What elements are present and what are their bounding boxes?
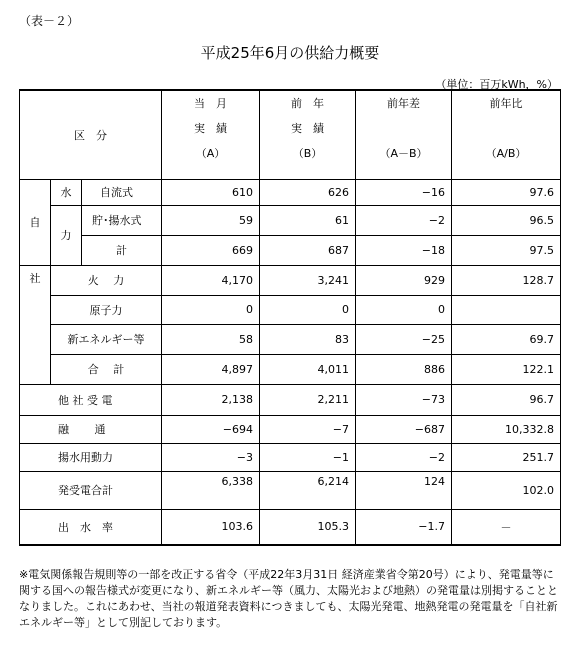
- table-row: [20, 179, 561, 205]
- table-row: [20, 324, 561, 354]
- row-label: 新エネルギー等: [51, 324, 162, 354]
- cell-a: 0: [162, 295, 260, 324]
- cell-ratio: 97.5: [452, 235, 561, 265]
- row-label: 自流式: [82, 179, 162, 205]
- cell-b: 105.3: [260, 509, 356, 545]
- side-ji: 自: [20, 179, 51, 265]
- cell-b: 0: [260, 295, 356, 324]
- cell-b: 6,214: [260, 471, 356, 509]
- cell-b: 2,211: [260, 384, 356, 415]
- row-label: 発受電合計: [20, 471, 162, 509]
- row-label: 他 社 受 電: [20, 384, 162, 415]
- row-label: 合 計: [51, 354, 162, 384]
- header-ratio: 前年比 （A/B）: [452, 90, 561, 179]
- cell-diff: −16: [356, 179, 452, 205]
- cell-a: 4,897: [162, 354, 260, 384]
- cell-diff: −687: [356, 415, 452, 443]
- cell-a: −3: [162, 443, 260, 471]
- table-row: [20, 205, 561, 235]
- cell-a: 59: [162, 205, 260, 235]
- table-row: [20, 415, 561, 443]
- cell-ratio: 69.7: [452, 324, 561, 354]
- cell-ratio: [452, 295, 561, 324]
- table-row: [20, 509, 561, 545]
- cell-ratio: 122.1: [452, 354, 561, 384]
- row-label: 原子力: [51, 295, 162, 324]
- cell-b: 687: [260, 235, 356, 265]
- footnote: ※電気関係報告規則等の一部を改正する省令（平成22年3月31日 経済産業省令第20号）により、発電量等に関する国への報告様式が変更になり、新エネルギー等（風力、太陽光および地熱）の発電量は別掲することとなりました。これにあわせ、当社の報道発表資料につきましても、太陽光発電、地熱発電の発電量を「自社新エネルギー等」として別記しております。: [19, 568, 558, 629]
- cell-diff: −2: [356, 443, 452, 471]
- table-row: [20, 354, 561, 384]
- side-sha: 社: [20, 265, 51, 384]
- cell-b: 83: [260, 324, 356, 354]
- row-label: 揚水用動力: [20, 443, 162, 471]
- header-previous: 前 年 実 績 （B）: [260, 90, 356, 179]
- header-current: 当 月 実 績 （A）: [162, 90, 260, 179]
- cell-ratio: －: [452, 509, 561, 545]
- cell-ratio: 96.7: [452, 384, 561, 415]
- cell-diff: −2: [356, 205, 452, 235]
- cell-a: 6,338: [162, 471, 260, 509]
- cell-diff: 124: [356, 471, 452, 509]
- cell-diff: −73: [356, 384, 452, 415]
- cell-a: 4,170: [162, 265, 260, 295]
- row-label: 貯･揚水式: [82, 205, 162, 235]
- unit-label: （単位：百万kWh，%）: [435, 78, 558, 91]
- table-number: （表－２）: [19, 14, 80, 28]
- row-label: 計: [82, 235, 162, 265]
- cell-ratio: 97.6: [452, 179, 561, 205]
- cell-a: 2,138: [162, 384, 260, 415]
- side-ryoku: 力: [51, 205, 82, 265]
- cell-diff: −1.7: [356, 509, 452, 545]
- table-row: [20, 471, 561, 509]
- table-row: [20, 295, 561, 324]
- cell-ratio: 102.0: [452, 471, 561, 509]
- cell-b: 626: [260, 179, 356, 205]
- row-label: 出 水 率: [20, 509, 162, 545]
- cell-diff: 929: [356, 265, 452, 295]
- cell-b: 4,011: [260, 354, 356, 384]
- cell-b: −1: [260, 443, 356, 471]
- cell-b: 61: [260, 205, 356, 235]
- cell-ratio: 10,332.8: [452, 415, 561, 443]
- cell-diff: −18: [356, 235, 452, 265]
- cell-a: −694: [162, 415, 260, 443]
- table-row: [20, 443, 561, 471]
- header-row: [20, 90, 561, 179]
- cell-a: 58: [162, 324, 260, 354]
- cell-ratio: 96.5: [452, 205, 561, 235]
- cell-a: 103.6: [162, 509, 260, 545]
- row-label: 火 力: [51, 265, 162, 295]
- row-label: 融 通: [20, 415, 162, 443]
- cell-a: 669: [162, 235, 260, 265]
- table-row: [20, 265, 561, 295]
- cell-b: 3,241: [260, 265, 356, 295]
- supply-table: [19, 89, 561, 546]
- header-diff: 前年差 （A－B）: [356, 90, 452, 179]
- table-row: [20, 235, 561, 265]
- cell-b: −7: [260, 415, 356, 443]
- cell-diff: 886: [356, 354, 452, 384]
- side-sui: 水: [51, 179, 82, 205]
- cell-ratio: 128.7: [452, 265, 561, 295]
- cell-ratio: 251.7: [452, 443, 561, 471]
- header-kubun: 区 分: [20, 90, 162, 179]
- cell-diff: −25: [356, 324, 452, 354]
- page-title: 平成25年6月の供給力概要: [200, 44, 380, 62]
- cell-diff: 0: [356, 295, 452, 324]
- table-row: [20, 384, 561, 415]
- cell-a: 610: [162, 179, 260, 205]
